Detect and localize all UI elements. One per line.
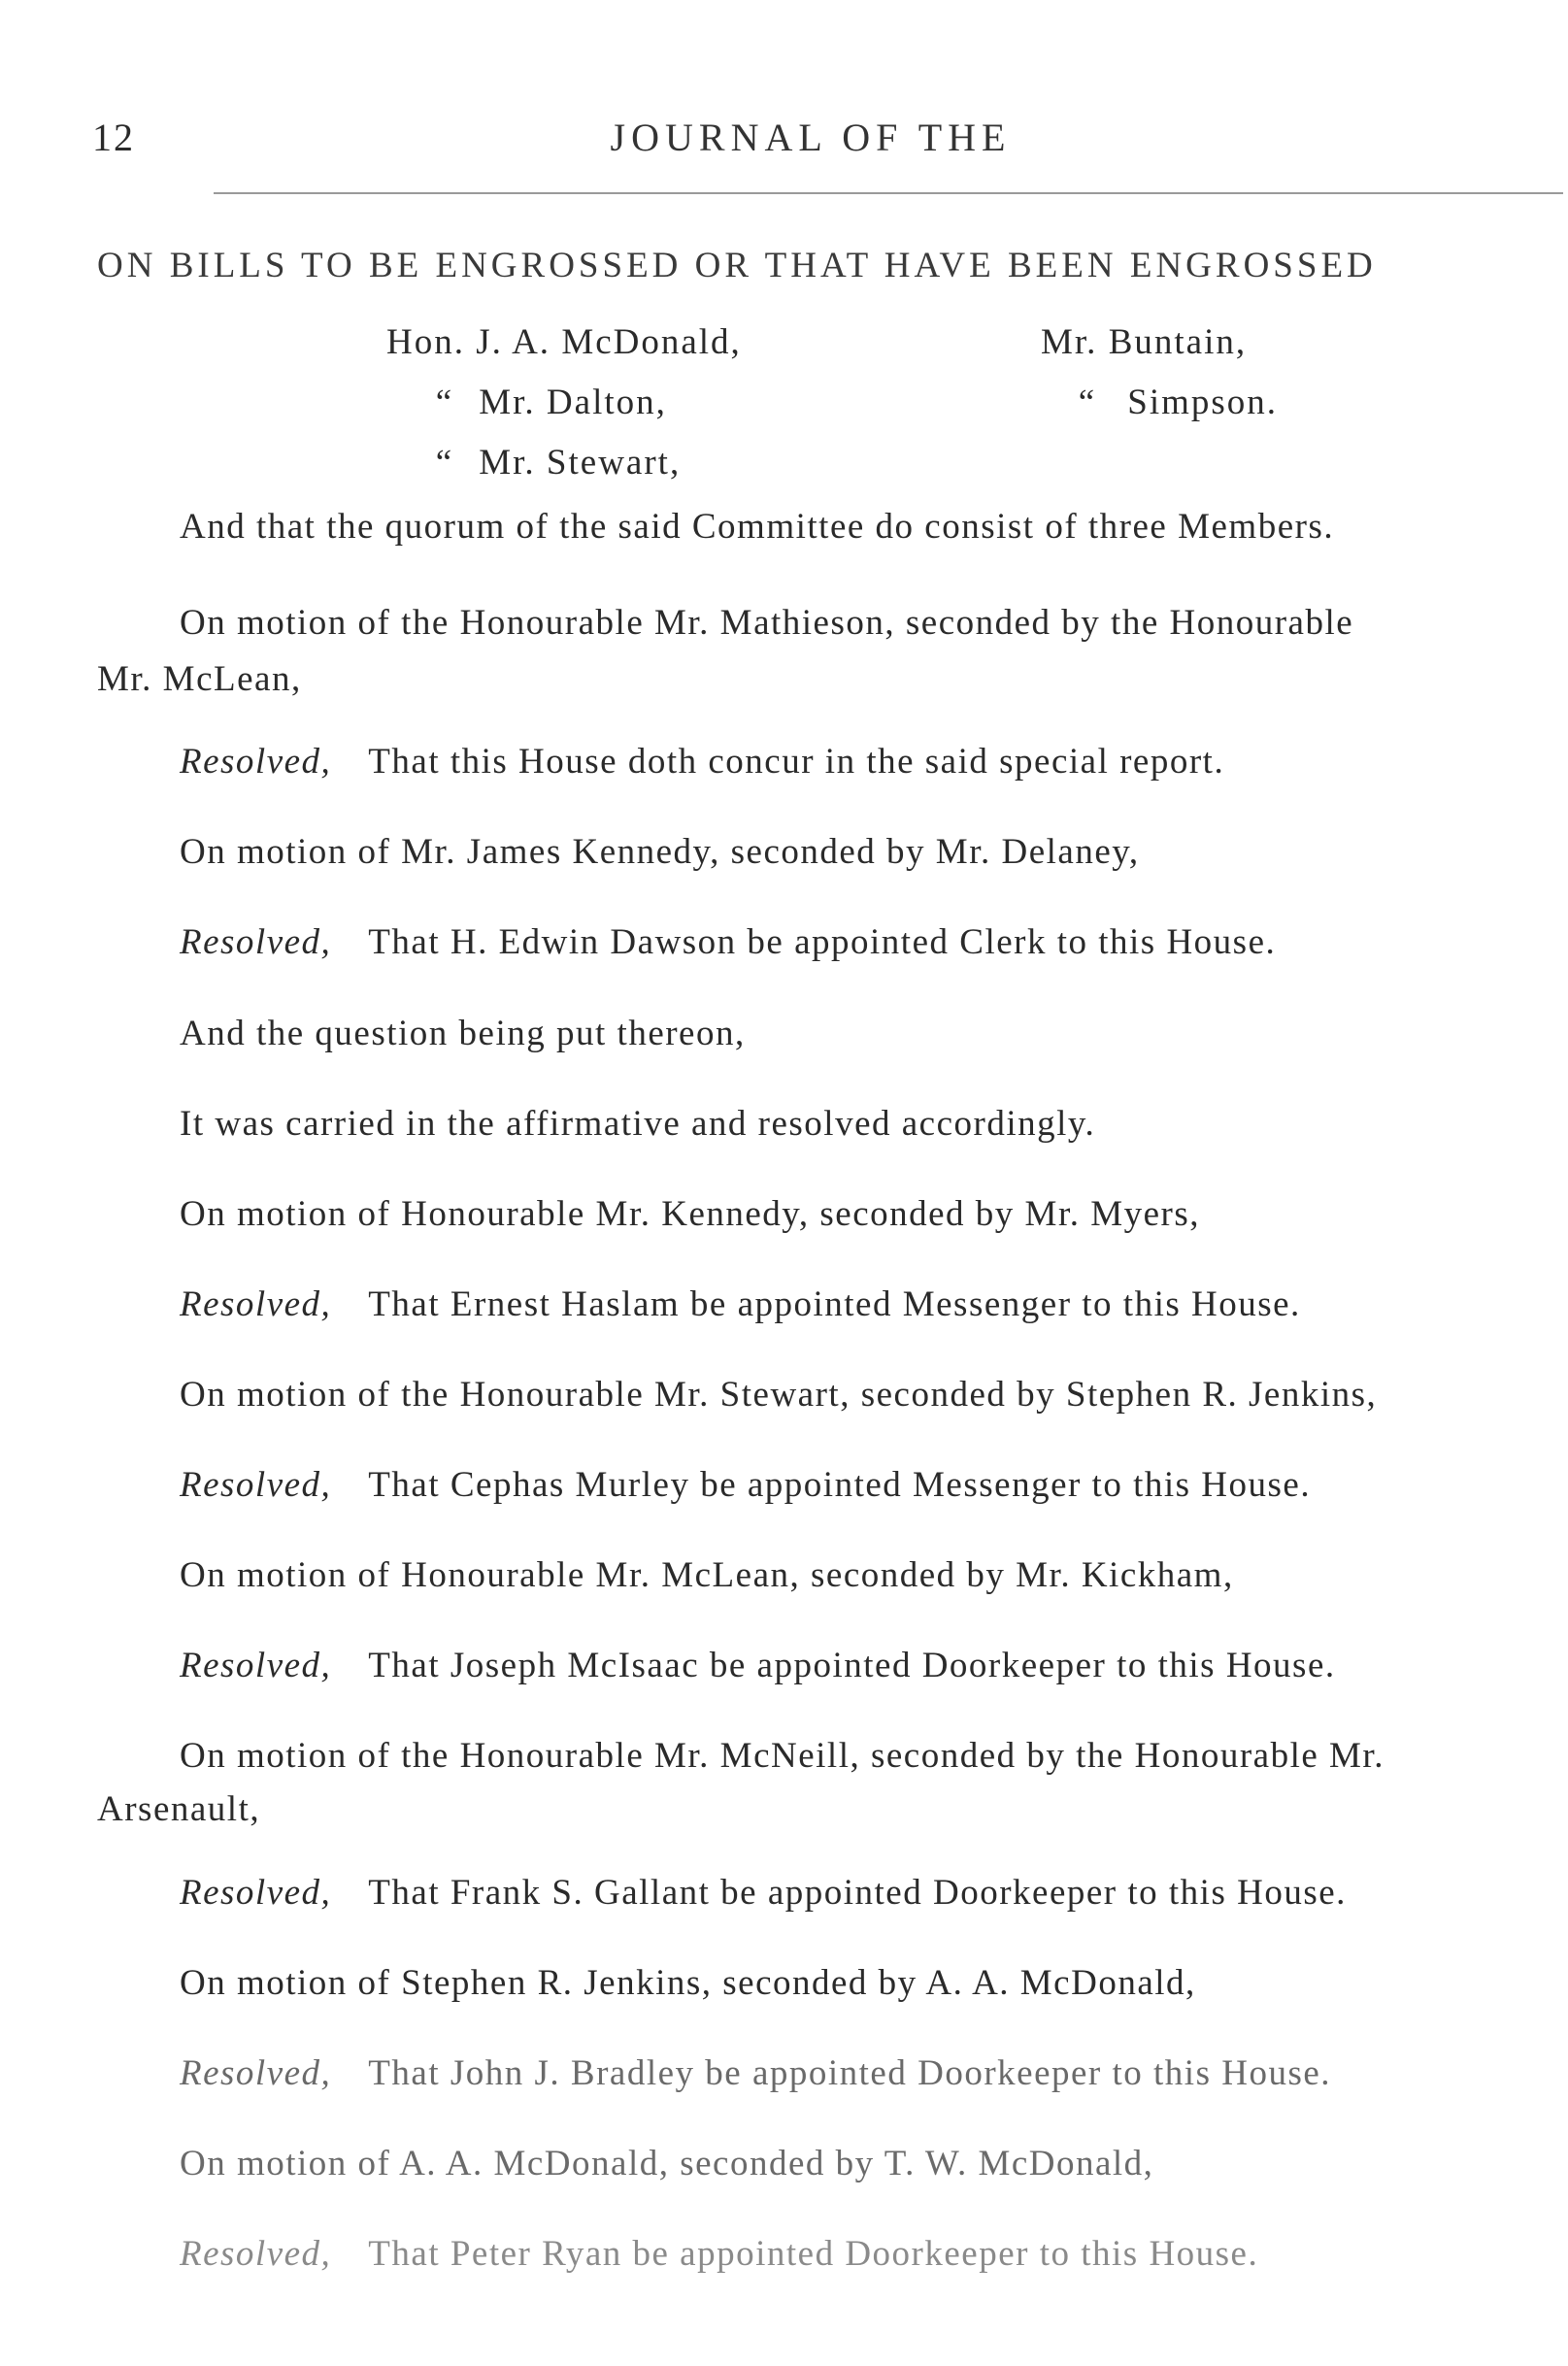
member-row bbox=[386, 313, 742, 373]
member-name: Mr. Stewart, bbox=[479, 443, 682, 483]
motion-paragraph: On motion of the Honourable Mr. Stewart, seconded by Stephen R. Jenkins, bbox=[180, 1375, 1378, 1415]
resolved-label: Resolved, bbox=[180, 1646, 332, 1685]
carried-paragraph: It was carried in the affirmative and resolved accordingly. bbox=[180, 1104, 1096, 1144]
resolved-label: Resolved, bbox=[180, 922, 332, 962]
resolution-text: That Joseph McIsaac be appointed Doorkeeper to this House. bbox=[368, 1646, 1336, 1685]
quorum-paragraph: And that the quorum of the said Committee do consist of three Members. bbox=[180, 507, 1335, 547]
motion-paragraph: On motion of the Honourable Mr. Mathieson, seconded by the Honourable bbox=[180, 603, 1354, 643]
resolution-paragraph bbox=[180, 733, 1558, 791]
committee-members-right bbox=[1041, 313, 1278, 433]
resolution-text: That H. Edwin Dawson be appointed Clerk to this House. bbox=[368, 922, 1277, 962]
resolution-text: That Peter Ryan be appointed Doorkeeper to this House. bbox=[368, 2234, 1259, 2274]
resolution-paragraph bbox=[180, 1456, 1558, 1515]
resolution-text: That Cephas Murley be appointed Messenger to this House. bbox=[368, 1465, 1312, 1505]
motion-continuation: Mr. McLean, bbox=[97, 659, 302, 699]
page-number: 12 bbox=[92, 116, 135, 159]
resolved-label: Resolved, bbox=[180, 1873, 332, 1913]
member-name: Mr. Dalton, bbox=[479, 383, 667, 422]
member-row bbox=[1041, 313, 1278, 373]
resolved-label: Resolved, bbox=[180, 2053, 332, 2093]
resolved-label: Resolved, bbox=[180, 1284, 332, 1324]
resolution-paragraph bbox=[180, 2225, 1558, 2283]
ditto-mark: “ bbox=[435, 443, 454, 483]
resolution-text: That Ernest Haslam be appointed Messenger to this House. bbox=[368, 1284, 1301, 1324]
motion-continuation: Arsenault, bbox=[97, 1789, 261, 1829]
resolution-text: That John J. Bradley be appointed Doorkeeper to this House. bbox=[368, 2053, 1332, 2093]
resolved-label: Resolved, bbox=[180, 1465, 332, 1505]
member-row bbox=[1041, 373, 1278, 433]
member-name: McDonald, bbox=[561, 322, 742, 362]
motion-paragraph: On motion of Stephen R. Jenkins, seconded by A. A. McDonald, bbox=[180, 1963, 1196, 2003]
header-rule bbox=[214, 192, 1563, 194]
resolved-label: Resolved, bbox=[180, 2234, 332, 2274]
member-row bbox=[386, 433, 742, 493]
member-row bbox=[386, 373, 742, 433]
question-paragraph: And the question being put thereon, bbox=[180, 1014, 746, 1053]
motion-paragraph: On motion of A. A. McDonald, seconded by T. W. McDonald, bbox=[180, 2144, 1154, 2183]
resolved-label: Resolved, bbox=[180, 742, 332, 782]
page-header bbox=[92, 115, 1529, 163]
resolution-paragraph bbox=[180, 1864, 1558, 1922]
resolution-paragraph bbox=[180, 1276, 1558, 1334]
member-name: Buntain, bbox=[1108, 322, 1248, 362]
motion-paragraph: On motion of Honourable Mr. McLean, seconded by Mr. Kickham, bbox=[180, 1555, 1234, 1595]
motion-paragraph: On motion of Honourable Mr. Kennedy, seconded by Mr. Myers, bbox=[180, 1194, 1201, 1234]
motion-paragraph: On motion of the Honourable Mr. McNeill, seconded by the Honourable Mr. bbox=[180, 1736, 1385, 1776]
running-head: JOURNAL OF THE bbox=[610, 116, 1012, 159]
resolution-text: That Frank S. Gallant be appointed Doorkeeper to this House. bbox=[368, 1873, 1347, 1913]
member-prefix: Hon. J. A. bbox=[386, 322, 551, 362]
committee-heading: ON BILLS TO BE ENGROSSED OR THAT HAVE BEEN ENGROSSED bbox=[97, 246, 1377, 285]
resolution-text: That this House doth concur in the said special report. bbox=[368, 742, 1225, 782]
resolution-paragraph bbox=[180, 914, 1558, 972]
committee-members-left bbox=[386, 313, 742, 493]
motion-paragraph: On motion of Mr. James Kennedy, seconded by Mr. Delaney, bbox=[180, 832, 1140, 872]
resolution-paragraph bbox=[180, 2045, 1558, 2103]
member-name: Simpson. bbox=[1127, 383, 1279, 422]
ditto-mark: “ bbox=[1078, 383, 1097, 422]
member-prefix: Mr. bbox=[1041, 322, 1098, 362]
resolution-paragraph bbox=[180, 1637, 1558, 1695]
ditto-mark: “ bbox=[435, 383, 454, 422]
